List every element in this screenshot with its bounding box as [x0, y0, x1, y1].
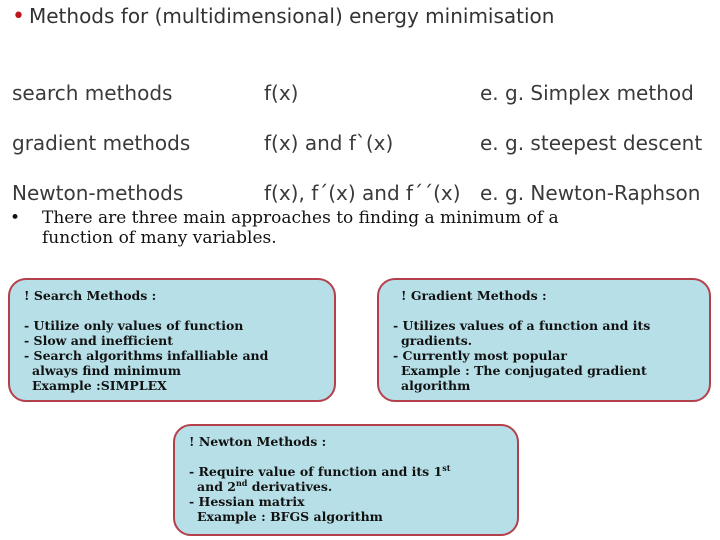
approaches-bullet: [10, 208, 710, 248]
box-line: always find minimum: [32, 363, 181, 378]
box-line: Example : The conjugated gradient: [401, 363, 647, 378]
heading-text: Methods for (multidimensional) energy minimisation: [28, 4, 555, 28]
box-line: - Hessian matrix: [189, 494, 305, 509]
method-row-gradient: [0, 131, 720, 161]
box-line-text: - Require value of function and its 1: [189, 464, 443, 479]
method-row-newton: [0, 181, 720, 211]
method-requirement: f(x): [264, 81, 299, 105]
bullet-dot-icon: •: [10, 208, 21, 228]
gradient-methods-box: [377, 278, 711, 402]
method-name: gradient methods: [12, 131, 191, 155]
box-line: - Currently most popular: [393, 348, 567, 363]
method-row-search: [0, 81, 720, 111]
box-line: - Slow and inefficient: [24, 333, 174, 348]
box-line: gradients.: [401, 333, 473, 348]
ordinal-suffix: nd: [235, 477, 248, 488]
box-line: - Utilizes values of a function and its: [393, 318, 651, 333]
box-line: - Search algorithms infalliable and: [24, 348, 269, 363]
box-title: ! Search Methods :: [24, 288, 157, 303]
red-bullet-icon: •: [12, 4, 25, 29]
method-requirement: f(x) and f`(x): [264, 131, 394, 155]
box-line-text: derivatives.: [247, 479, 333, 494]
bullet-line-1: There are three main approaches to finding a minimum of a: [42, 208, 559, 228]
method-name: search methods: [12, 81, 173, 105]
bullet-line-2: function of many variables.: [42, 228, 277, 248]
ordinal-suffix: st: [442, 462, 451, 473]
box-line: - Utilize only values of function: [24, 318, 244, 333]
box-line: algorithm: [401, 378, 471, 393]
method-requirement: f(x), f´(x) and f´´(x): [264, 181, 461, 205]
newton-methods-box: [173, 424, 519, 536]
method-example: e. g. Simplex method: [480, 81, 694, 105]
box-line: Example :SIMPLEX: [32, 378, 167, 393]
box-line: [189, 479, 507, 494]
box-title: ! Gradient Methods :: [401, 288, 547, 303]
box-line: Example : BFGS algorithm: [197, 509, 383, 524]
method-name: Newton-methods: [12, 181, 184, 205]
box-line: [189, 464, 507, 479]
search-methods-box: [8, 278, 336, 402]
box-title: ! Newton Methods :: [189, 434, 327, 449]
box-line-text: and 2: [197, 479, 236, 494]
method-example: e. g. steepest descent: [480, 131, 703, 155]
slide-heading: [12, 4, 554, 29]
method-example: e. g. Newton-Raphson: [480, 181, 701, 205]
